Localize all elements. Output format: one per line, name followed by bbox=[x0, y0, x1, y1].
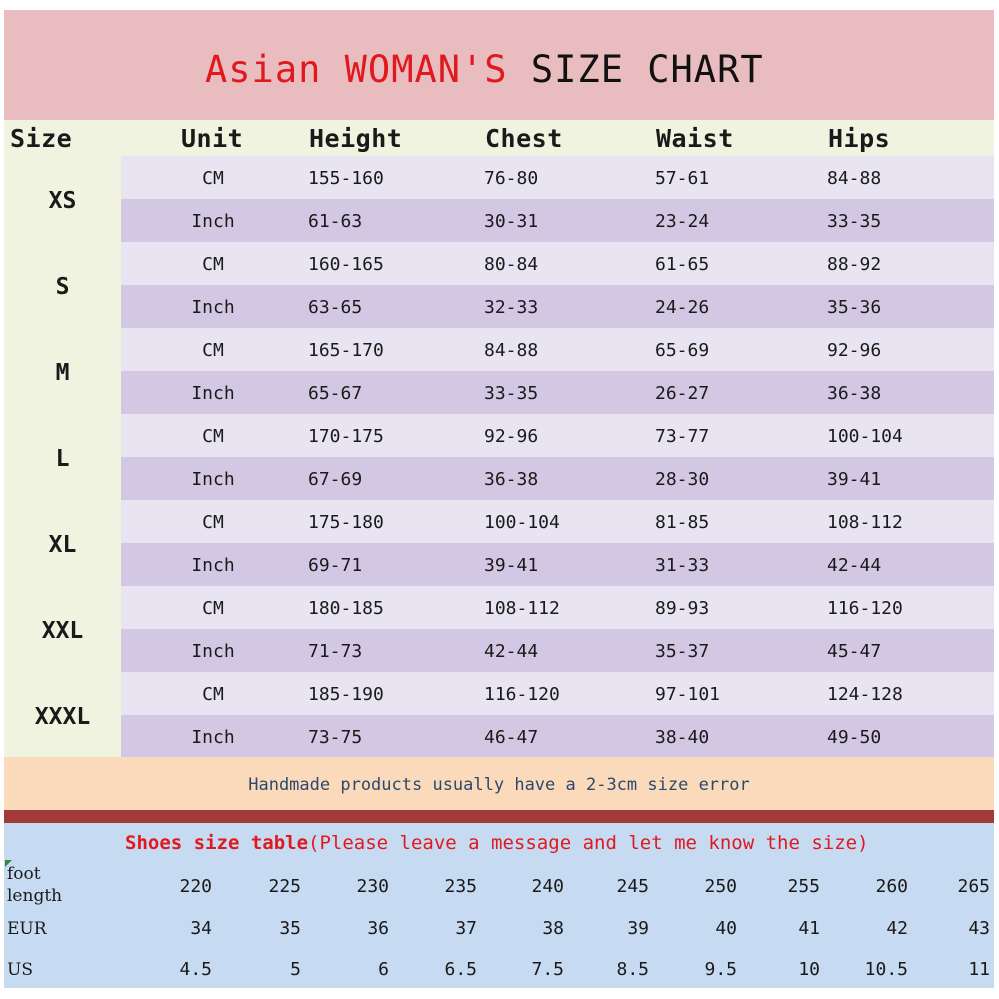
shoe-cell: 36 bbox=[367, 918, 389, 939]
cell-height: 69-71 bbox=[308, 555, 363, 576]
cell-waist: 89-93 bbox=[655, 598, 710, 619]
cell-unit: CM bbox=[202, 684, 224, 705]
shoe-row-label: foot length bbox=[7, 864, 63, 906]
cell-unit: CM bbox=[202, 598, 224, 619]
shoe-cell: 220 bbox=[179, 876, 212, 897]
cell-hips: 100-104 bbox=[827, 426, 903, 447]
shoe-cell: 265 bbox=[957, 876, 990, 897]
cell-height: 73-75 bbox=[308, 727, 363, 748]
cell-chest: 76-80 bbox=[484, 168, 539, 189]
shoe-cell: 225 bbox=[268, 876, 301, 897]
size-label: XL bbox=[48, 532, 77, 558]
cell-waist: 81-85 bbox=[655, 512, 710, 533]
cell-chest: 100-104 bbox=[484, 512, 560, 533]
header-unit: Unit bbox=[181, 124, 244, 153]
cell-waist: 26-27 bbox=[655, 383, 710, 404]
shoe-cell: 40 bbox=[715, 918, 737, 939]
cell-unit: CM bbox=[202, 168, 224, 189]
cell-hips: 36-38 bbox=[827, 383, 882, 404]
shoe-cell: 39 bbox=[627, 918, 649, 939]
cell-waist: 35-37 bbox=[655, 641, 710, 662]
shoe-title-rest: (Please leave a message and let me know the size) bbox=[308, 832, 869, 854]
cell-chest: 30-31 bbox=[484, 211, 539, 232]
size-error-note: Handmade products usually have a 2-3cm size error bbox=[248, 775, 750, 795]
cell-height: 160-165 bbox=[308, 254, 384, 275]
cell-height: 175-180 bbox=[308, 512, 384, 533]
cell-height: 170-175 bbox=[308, 426, 384, 447]
cell-waist: 31-33 bbox=[655, 555, 710, 576]
header-hips: Hips bbox=[828, 124, 891, 153]
section-divider bbox=[4, 810, 994, 823]
cell-hips: 88-92 bbox=[827, 254, 882, 275]
shoe-cell: 230 bbox=[356, 876, 389, 897]
cell-height: 185-190 bbox=[308, 684, 384, 705]
shoe-row-label: EUR bbox=[7, 919, 47, 939]
shoe-title-bold: Shoes size table bbox=[125, 832, 309, 854]
page-title bbox=[205, 48, 764, 91]
cell-chest: 36-38 bbox=[484, 469, 539, 490]
cell-waist: 38-40 bbox=[655, 727, 710, 748]
cell-unit: Inch bbox=[191, 727, 235, 748]
size-label: XXL bbox=[41, 618, 84, 644]
shoe-cell: 9.5 bbox=[704, 959, 737, 980]
title-part-2: SIZE CHART bbox=[530, 48, 764, 91]
cell-hips: 42-44 bbox=[827, 555, 882, 576]
cell-unit: Inch bbox=[191, 383, 235, 404]
size-label: XXXL bbox=[34, 704, 91, 730]
cell-unit: CM bbox=[202, 512, 224, 533]
cell-unit: CM bbox=[202, 340, 224, 361]
cell-hips: 49-50 bbox=[827, 727, 882, 748]
shoe-cell: 5 bbox=[290, 959, 301, 980]
size-label: M bbox=[55, 360, 70, 386]
cell-unit: Inch bbox=[191, 211, 235, 232]
shoe-cell: 6 bbox=[378, 959, 389, 980]
shoe-cell: 245 bbox=[616, 876, 649, 897]
cell-chest: 80-84 bbox=[484, 254, 539, 275]
cell-hips: 84-88 bbox=[827, 168, 882, 189]
header-height: Height bbox=[309, 124, 403, 153]
shoe-cell: 250 bbox=[704, 876, 737, 897]
shoe-cell: 260 bbox=[875, 876, 908, 897]
cell-chest: 108-112 bbox=[484, 598, 560, 619]
cell-height: 165-170 bbox=[308, 340, 384, 361]
shoe-cell: 4.5 bbox=[179, 959, 212, 980]
shoe-table-title bbox=[125, 832, 869, 854]
header-waist: Waist bbox=[656, 124, 734, 153]
cell-hips: 45-47 bbox=[827, 641, 882, 662]
shoe-cell: 11 bbox=[968, 959, 990, 980]
cell-chest: 42-44 bbox=[484, 641, 539, 662]
cell-waist: 24-26 bbox=[655, 297, 710, 318]
cell-hips: 33-35 bbox=[827, 211, 882, 232]
cell-height: 155-160 bbox=[308, 168, 384, 189]
shoe-cell: 10 bbox=[798, 959, 820, 980]
cell-waist: 23-24 bbox=[655, 211, 710, 232]
shoe-cell: 43 bbox=[968, 918, 990, 939]
cell-waist: 97-101 bbox=[655, 684, 721, 705]
cell-hips: 92-96 bbox=[827, 340, 882, 361]
cell-height: 65-67 bbox=[308, 383, 363, 404]
cell-unit: Inch bbox=[191, 641, 235, 662]
cell-chest: 46-47 bbox=[484, 727, 539, 748]
size-label: L bbox=[55, 446, 70, 472]
header-size: Size bbox=[10, 124, 73, 153]
cell-chest: 32-33 bbox=[484, 297, 539, 318]
cell-chest: 116-120 bbox=[484, 684, 560, 705]
cell-waist: 28-30 bbox=[655, 469, 710, 490]
shoe-cell: 235 bbox=[444, 876, 477, 897]
cell-height: 71-73 bbox=[308, 641, 363, 662]
cell-height: 63-65 bbox=[308, 297, 363, 318]
size-label: XS bbox=[48, 188, 77, 214]
cell-unit: Inch bbox=[191, 297, 235, 318]
shoe-cell: 240 bbox=[531, 876, 564, 897]
cell-waist: 57-61 bbox=[655, 168, 710, 189]
cell-hips: 124-128 bbox=[827, 684, 903, 705]
cell-chest: 92-96 bbox=[484, 426, 539, 447]
cell-chest: 84-88 bbox=[484, 340, 539, 361]
cell-hips: 35-36 bbox=[827, 297, 882, 318]
shoe-cell: 38 bbox=[542, 918, 564, 939]
cell-unit: CM bbox=[202, 254, 224, 275]
cell-hips: 116-120 bbox=[827, 598, 903, 619]
shoe-cell: 8.5 bbox=[616, 959, 649, 980]
cell-height: 180-185 bbox=[308, 598, 384, 619]
cell-height: 67-69 bbox=[308, 469, 363, 490]
header-chest: Chest bbox=[485, 124, 563, 153]
cell-chest: 39-41 bbox=[484, 555, 539, 576]
cell-unit: Inch bbox=[191, 555, 235, 576]
size-label: S bbox=[55, 274, 70, 300]
cell-height: 61-63 bbox=[308, 211, 363, 232]
cell-waist: 73-77 bbox=[655, 426, 710, 447]
cell-waist: 61-65 bbox=[655, 254, 710, 275]
cell-hips: 108-112 bbox=[827, 512, 903, 533]
shoe-cell: 35 bbox=[279, 918, 301, 939]
cell-waist: 65-69 bbox=[655, 340, 710, 361]
shoe-row-label: US bbox=[7, 960, 33, 980]
shoe-cell: 42 bbox=[886, 918, 908, 939]
cell-unit: CM bbox=[202, 426, 224, 447]
shoe-cell: 41 bbox=[798, 918, 820, 939]
shoe-cell: 7.5 bbox=[531, 959, 564, 980]
shoe-cell: 10.5 bbox=[864, 959, 908, 980]
cell-chest: 33-35 bbox=[484, 383, 539, 404]
shoe-cell: 6.5 bbox=[444, 959, 477, 980]
shoe-cell: 255 bbox=[787, 876, 820, 897]
shoe-cell: 34 bbox=[190, 918, 212, 939]
shoe-cell: 37 bbox=[455, 918, 477, 939]
cell-unit: Inch bbox=[191, 469, 235, 490]
cell-hips: 39-41 bbox=[827, 469, 882, 490]
title-part-1: Asian WOMAN'S bbox=[205, 48, 508, 91]
